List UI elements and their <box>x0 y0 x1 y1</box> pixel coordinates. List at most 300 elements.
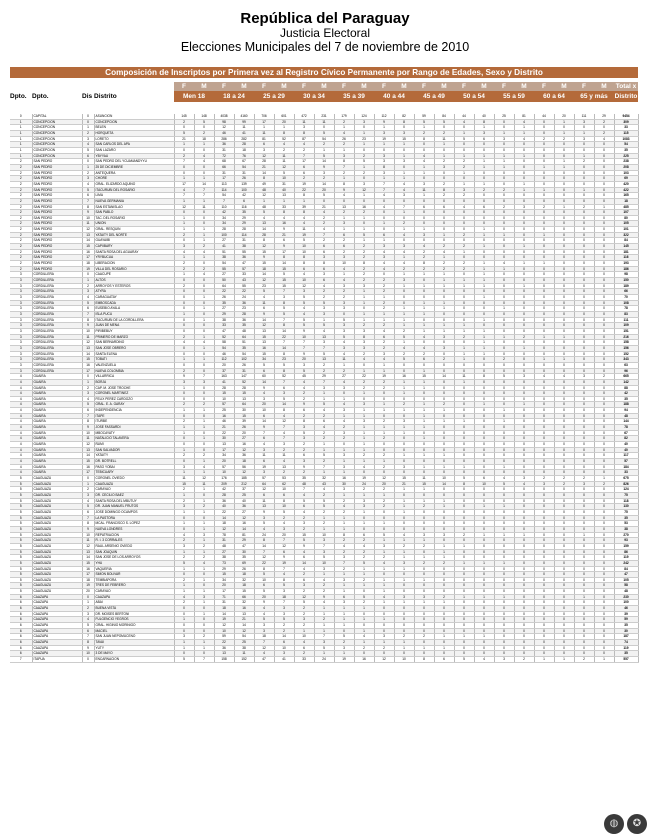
table-cell: 15 <box>394 476 414 482</box>
table-cell: 1 <box>414 368 434 374</box>
table-cell: 3 <box>374 153 394 159</box>
table-cell: 0 <box>494 509 514 515</box>
table-cell: 8 <box>294 130 314 136</box>
table-cell: 0 <box>554 142 574 148</box>
table-cell: 12 <box>234 628 254 634</box>
table-row <box>10 402 638 408</box>
table-row <box>10 114 638 119</box>
table-cell: 15 <box>254 334 274 340</box>
table-cell: 0 <box>174 623 194 629</box>
table-cell: 3 <box>10 368 32 374</box>
table-cell: 34 <box>214 221 234 227</box>
table-cell: 28 <box>214 385 234 391</box>
table-cell: 53 <box>614 521 638 527</box>
table-cell: 0 <box>574 453 594 459</box>
table-cell: 5 <box>254 589 274 595</box>
table-cell: 2 <box>314 436 334 442</box>
table-cell: 25 <box>234 492 254 498</box>
table-cell: 2 <box>294 176 314 182</box>
table-cell: 3 <box>334 283 354 289</box>
table-cell: 1 <box>194 227 214 233</box>
department-name-cell: CORDILLERA <box>32 323 82 329</box>
table-cell: 0 <box>454 125 474 131</box>
table-cell: 9 <box>82 526 94 532</box>
table-cell: 0 <box>534 453 554 459</box>
table-cell: 2 <box>494 187 514 193</box>
table-cell: 17 <box>274 249 294 255</box>
table-cell: 13 <box>214 651 234 657</box>
table-cell: 0 <box>514 193 534 199</box>
table-cell: 0 <box>334 628 354 634</box>
department-name-cell: CORDILLERA <box>32 306 82 312</box>
table-cell: 0 <box>394 396 414 402</box>
table-cell: 14 <box>82 238 94 244</box>
table-cell: 13 <box>214 442 234 448</box>
table-cell: 0 <box>494 283 514 289</box>
department-name-cell: GUAIRA <box>32 374 82 380</box>
table-cell: 4 <box>10 453 32 459</box>
table-cell: 3 <box>434 334 454 340</box>
district-name-cell: SAN SALVADOR <box>94 447 174 453</box>
table-cell: 0 <box>594 272 614 278</box>
table-cell: 0 <box>594 572 614 578</box>
table-cell: 0 <box>314 125 334 131</box>
table-cell: 6 <box>254 413 274 419</box>
table-cell: 18 <box>234 572 254 578</box>
district-name-cell: YATAITY <box>94 453 174 459</box>
table-cell: 100 <box>234 187 254 193</box>
table-cell: 1 <box>394 566 414 572</box>
table-cell: 0 <box>454 577 474 583</box>
table-cell: 1 <box>194 566 214 572</box>
table-cell: 0 <box>554 526 574 532</box>
table-cell: 1 <box>334 125 354 131</box>
table-cell: 15 <box>174 481 194 487</box>
table-cell: 3 <box>374 244 394 250</box>
table-cell: 8 <box>274 300 294 306</box>
table-cell: 0 <box>434 470 454 476</box>
table-cell: 2 <box>334 238 354 244</box>
table-cell: 1 <box>434 278 454 284</box>
district-name-cell: DR. JUAN MANUEL FRUTOS <box>94 504 174 510</box>
table-cell: 0 <box>554 187 574 193</box>
table-cell: 145 <box>614 244 638 250</box>
table-cell: 105 <box>614 221 638 227</box>
table-cell: 4 <box>10 464 32 470</box>
table-cell: 1 <box>374 125 394 131</box>
table-cell: 0 <box>374 606 394 612</box>
department-name-cell: SAN PEDRO <box>32 244 82 250</box>
table-cell: 0 <box>434 447 454 453</box>
table-cell: 0 <box>594 532 614 538</box>
table-cell: 0 <box>514 442 534 448</box>
table-cell: 38 <box>214 255 234 261</box>
department-name-cell: CORDILLERA <box>32 289 82 295</box>
table-cell: 0 <box>594 328 614 334</box>
table-cell: 11 <box>414 476 434 482</box>
table-cell: 1 <box>174 492 194 498</box>
col-female: F <box>334 82 354 91</box>
table-cell: 0 <box>554 368 574 374</box>
table-cell: 13 <box>82 447 94 453</box>
table-cell: 1 <box>354 436 374 442</box>
table-cell: 31 <box>234 238 254 244</box>
table-cell: 485 <box>614 204 638 210</box>
table-cell: 0 <box>534 340 554 346</box>
table-cell: 0 <box>554 198 574 204</box>
col-male: M <box>554 82 574 91</box>
district-name-cell: VILLA DEL ROSARIO <box>94 266 174 272</box>
table-row <box>10 187 638 193</box>
table-cell: 116 <box>614 255 638 261</box>
table-cell: 2 <box>454 532 474 538</box>
table-cell: 10 <box>334 261 354 267</box>
department-name-cell: CAAGUAZU <box>32 572 82 578</box>
table-cell: 10 <box>294 634 314 640</box>
table-cell: 114 <box>214 187 234 193</box>
globe-logo-icon: ◍ <box>604 814 624 834</box>
table-cell: 665 <box>614 374 638 380</box>
department-name-cell: CORDILLERA <box>32 351 82 357</box>
table-cell: 6 <box>294 555 314 561</box>
table-cell: 3 <box>334 153 354 159</box>
table-cell: 0 <box>194 328 214 334</box>
table-cell: 13 <box>334 204 354 210</box>
table-cell: 0 <box>594 583 614 589</box>
table-cell: 5 <box>82 504 94 510</box>
table-cell: 10 <box>394 657 414 663</box>
table-cell: 7 <box>334 164 354 170</box>
district-name-cell: INDEPENDENCIA <box>94 408 174 414</box>
table-cell: 0 <box>474 492 494 498</box>
table-cell: 0 <box>454 611 474 617</box>
table-cell: 3 <box>10 283 32 289</box>
table-cell: 25 <box>214 408 234 414</box>
table-cell: 20 <box>254 402 274 408</box>
table-cell: 0 <box>454 198 474 204</box>
table-cell: 1 <box>174 430 194 436</box>
department-name-cell: CAAGUAZU <box>32 476 82 482</box>
table-cell: 55 <box>214 266 234 272</box>
table-cell: 1 <box>314 623 334 629</box>
table-cell: 9 <box>254 385 274 391</box>
table-cell: 1 <box>294 628 314 634</box>
table-cell: 17 <box>82 470 94 476</box>
table-cell: 1 <box>10 119 32 125</box>
table-cell: 0 <box>374 396 394 402</box>
table-cell: 8 <box>274 255 294 261</box>
department-name-cell: CAAGUAZU <box>32 532 82 538</box>
table-cell: 0 <box>394 583 414 589</box>
table-cell: 0 <box>594 436 614 442</box>
district-name-cell: SAN PEDRO DEL YCUAMANDYYU <box>94 159 174 165</box>
table-cell: 0 <box>494 640 514 646</box>
table-cell: 6 <box>374 334 394 340</box>
table-cell: 2 <box>334 538 354 544</box>
table-cell: 4 <box>294 492 314 498</box>
table-cell: 12 <box>374 476 394 482</box>
table-row <box>10 391 638 397</box>
col-age-group: 60 a 64 <box>534 91 574 102</box>
table-cell: 0 <box>434 521 454 527</box>
table-cell: 7 <box>82 311 94 317</box>
table-cell: 3 <box>394 560 414 566</box>
table-cell: 78 <box>614 306 638 312</box>
table-cell: 2 <box>434 130 454 136</box>
table-cell: 18 <box>214 521 234 527</box>
table-cell: 163 <box>214 374 234 380</box>
table-cell: 9 <box>254 255 274 261</box>
table-cell: 1 <box>274 198 294 204</box>
table-cell: 9 <box>254 600 274 606</box>
table-cell: 2 <box>414 249 434 255</box>
table-cell: 0 <box>174 413 194 419</box>
table-cell: 0 <box>534 278 554 284</box>
table-cell: 2 <box>374 645 394 651</box>
col-male: M <box>514 82 534 91</box>
table-cell: 6 <box>334 232 354 238</box>
table-cell: 0 <box>454 413 474 419</box>
table-cell: 17 <box>214 447 234 453</box>
table-cell: 18 <box>254 266 274 272</box>
table-cell: 1 <box>394 227 414 233</box>
district-name-cell: ALTOS <box>94 278 174 284</box>
table-cell: 0 <box>354 147 374 153</box>
table-cell: 0 <box>394 628 414 634</box>
table-cell: 16 <box>82 566 94 572</box>
table-cell: 14 <box>234 526 254 532</box>
district-name-cell: GRAL. HIGINIO MORINIGO <box>94 623 174 629</box>
table-cell: 0 <box>534 532 554 538</box>
table-cell: 1 <box>414 170 434 176</box>
table-cell: 4160 <box>234 114 254 119</box>
table-cell: 0 <box>194 283 214 289</box>
table-cell: 0 <box>474 249 494 255</box>
table-cell: 5 <box>82 187 94 193</box>
table-cell: 1 <box>474 560 494 566</box>
table-cell: 0 <box>394 611 414 617</box>
table-cell: 6 <box>294 453 314 459</box>
table-cell: 2 <box>174 261 194 267</box>
table-cell: 0 <box>82 374 94 380</box>
table-cell: 26 <box>214 295 234 301</box>
col-male: M <box>274 82 294 91</box>
table-cell: 1 <box>374 492 394 498</box>
table-cell: 16 <box>334 476 354 482</box>
table-cell: 0 <box>534 227 554 233</box>
table-cell: 151 <box>614 328 638 334</box>
table-cell: 0 <box>454 402 474 408</box>
district-name-cell: SIMON BOLIVAR <box>94 572 174 578</box>
table-cell: 1 <box>394 142 414 148</box>
table-cell: 0 <box>454 295 474 301</box>
table-cell: 1 <box>174 640 194 646</box>
table-cell: 5 <box>314 645 334 651</box>
district-name-cell: CAPIIBARY <box>94 244 174 250</box>
table-cell: 0 <box>474 170 494 176</box>
table-cell: 0 <box>594 515 614 521</box>
table-cell: 4 <box>174 532 194 538</box>
district-name-cell: CARAGUATAY <box>94 295 174 301</box>
table-cell: 0 <box>574 283 594 289</box>
table-cell: 5 <box>10 538 32 544</box>
table-cell: 5 <box>294 538 314 544</box>
table-cell: 0 <box>474 606 494 612</box>
table-cell: 0 <box>554 396 574 402</box>
table-cell: 0 <box>594 504 614 510</box>
department-name-cell: CONCEPCION <box>32 125 82 131</box>
table-cell: 0 <box>394 413 414 419</box>
district-name-cell: JOSE DOMINGO OCAMPOS <box>94 509 174 515</box>
table-cell: 1 <box>414 645 434 651</box>
table-cell: 3 <box>474 130 494 136</box>
table-cell: 6 <box>10 600 32 606</box>
table-cell: 4 <box>194 340 214 346</box>
table-cell: 0 <box>534 589 554 595</box>
table-cell: 3 <box>10 334 32 340</box>
table-cell: 0 <box>414 628 434 634</box>
table-cell: 1 <box>10 125 32 131</box>
table-cell: 40 <box>474 114 494 119</box>
table-cell: 0 <box>494 515 514 521</box>
table-cell: 1 <box>394 391 414 397</box>
table-cell: 1 <box>434 300 454 306</box>
table-cell: 6 <box>374 232 394 238</box>
table-cell: 1 <box>334 413 354 419</box>
table-cell: 0 <box>574 334 594 340</box>
table-cell: 3 <box>334 328 354 334</box>
table-cell: 6 <box>474 136 494 142</box>
table-cell: 21 <box>274 232 294 238</box>
table-cell: 0 <box>534 572 554 578</box>
table-cell: 1 <box>414 227 434 233</box>
table-cell: 7 <box>334 560 354 566</box>
district-name-cell: ITURBE <box>94 419 174 425</box>
table-row <box>10 249 638 255</box>
table-cell: 0 <box>594 221 614 227</box>
table-cell: 1 <box>394 176 414 182</box>
table-cell: 7 <box>274 566 294 572</box>
table-cell: 0 <box>454 408 474 414</box>
table-cell: 0 <box>454 385 474 391</box>
table-cell: 0 <box>594 215 614 221</box>
table-cell: 0 <box>534 470 554 476</box>
table-cell: 16 <box>354 657 374 663</box>
department-name-cell: CORDILLERA <box>32 311 82 317</box>
department-name-cell: CORDILLERA <box>32 300 82 306</box>
table-cell: 3 <box>574 119 594 125</box>
table-cell: 0 <box>354 515 374 521</box>
table-cell: 0 <box>414 447 434 453</box>
table-cell: 2 <box>494 204 514 210</box>
table-cell: 2 <box>334 425 354 431</box>
table-cell: 4 <box>274 521 294 527</box>
table-row <box>10 368 638 374</box>
table-cell: 0 <box>554 391 574 397</box>
table-cell: 0 <box>534 566 554 572</box>
table-cell: 108 <box>614 300 638 306</box>
table-cell: 8 <box>314 261 334 267</box>
table-cell: 2 <box>10 187 32 193</box>
table-cell: 0 <box>82 272 94 278</box>
table-cell: 0 <box>534 193 554 199</box>
table-cell: 0 <box>194 261 214 267</box>
table-cell: 20 <box>274 532 294 538</box>
table-cell: 0 <box>494 430 514 436</box>
table-cell: 0 <box>514 617 534 623</box>
table-cell: 0 <box>554 521 574 527</box>
table-cell: 0 <box>474 198 494 204</box>
table-cell: 52 <box>274 374 294 380</box>
table-cell: 0 <box>594 391 614 397</box>
table-cell: 3 <box>10 328 32 334</box>
district-name-cell: PRIMERO DE MARZO <box>94 334 174 340</box>
table-cell: 14 <box>314 181 334 187</box>
table-cell: 0 <box>594 181 614 187</box>
table-cell: 2 <box>174 283 194 289</box>
table-cell: 0 <box>414 651 434 657</box>
district-name-cell: LA PASTORA <box>94 515 174 521</box>
department-name-cell: GUAIRA <box>32 408 82 414</box>
table-cell: 2 <box>10 244 32 250</box>
table-cell: 2 <box>494 357 514 363</box>
table-cell: 1 <box>454 419 474 425</box>
table-cell: 30 <box>334 481 354 487</box>
table-cell: 2 <box>454 159 474 165</box>
department-name-cell: GUAIRA <box>32 379 82 385</box>
table-cell: 2 <box>334 640 354 646</box>
table-cell: 0 <box>514 538 534 544</box>
table-cell: 0 <box>474 538 494 544</box>
table-cell: 12 <box>254 153 274 159</box>
table-cell: 116 <box>234 204 254 210</box>
table-cell: 0 <box>554 153 574 159</box>
table-cell: 2 <box>534 204 554 210</box>
table-cell: 36 <box>214 142 234 148</box>
table-cell: 0 <box>394 447 414 453</box>
table-cell: 152 <box>234 657 254 663</box>
table-cell: 6 <box>254 368 274 374</box>
table-cell: 7 <box>314 543 334 549</box>
table-cell: 1 <box>474 317 494 323</box>
district-name-cell: YUTY <box>94 645 174 651</box>
table-cell: 6 <box>82 306 94 312</box>
table-cell: 1 <box>454 153 474 159</box>
table-cell: 0 <box>534 119 554 125</box>
table-cell: 8 <box>254 176 274 182</box>
district-name-cell: YATAITY DEL NORTE <box>94 232 174 238</box>
table-cell: 7 <box>294 487 314 493</box>
table-cell: 1 <box>414 306 434 312</box>
district-name-cell: TEMBIAPORA <box>94 577 174 583</box>
table-cell: 3 <box>334 600 354 606</box>
district-name-cell: HORQUETA <box>94 130 174 136</box>
table-row <box>10 125 638 131</box>
table-cell: 3 <box>334 300 354 306</box>
table-cell: 1 <box>414 283 434 289</box>
district-name-cell: EMBOSCADA <box>94 300 174 306</box>
table-cell: 0 <box>434 425 454 431</box>
table-cell: 3 <box>10 300 32 306</box>
table-cell: 0 <box>494 634 514 640</box>
table-cell: 4 <box>374 261 394 267</box>
table-cell: 3 <box>354 402 374 408</box>
table-cell: 1 <box>354 521 374 527</box>
table-cell: 0 <box>474 470 494 476</box>
table-cell: 14 <box>82 453 94 459</box>
table-cell: 2 <box>374 345 394 351</box>
department-name-cell: SAN PEDRO <box>32 164 82 170</box>
